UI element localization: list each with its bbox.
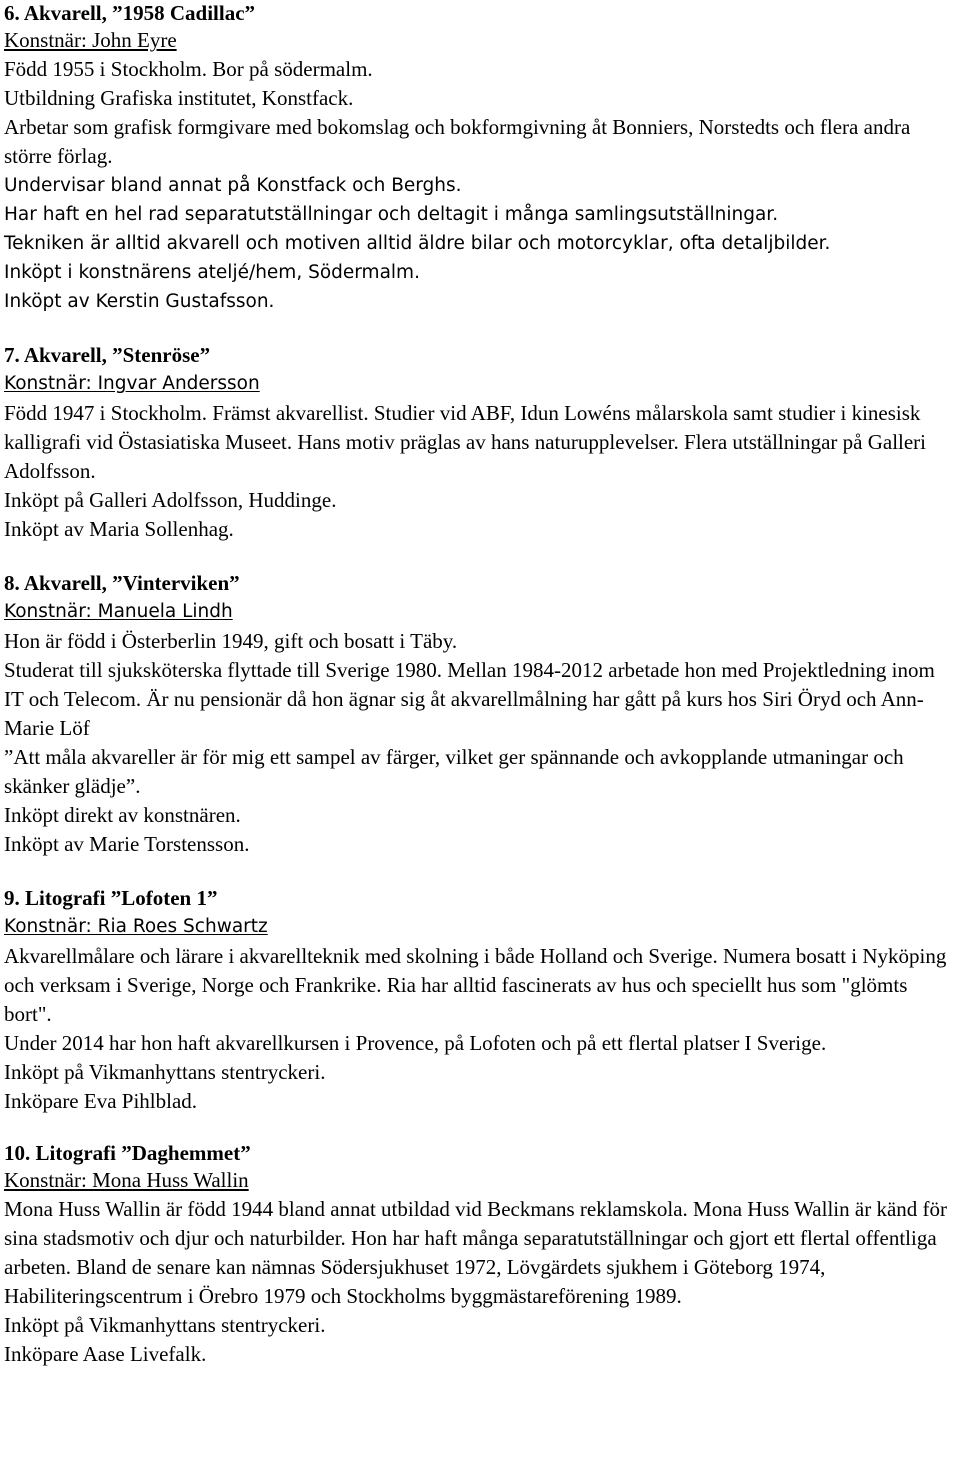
artwork-entry-8 — [4, 570, 956, 859]
entry-title: 7. Akvarell, ”Stenröse” — [4, 343, 211, 367]
text-line: Inköpare Eva Pihlblad. — [4, 1089, 198, 1113]
text-line: Undervisar bland annat på Konstfack och Berghs. — [4, 175, 462, 196]
artist-name: Konstnär: Manuela Lindh — [4, 601, 233, 622]
artist-name: Konstnär: Ingvar Andersson — [4, 373, 260, 394]
text-line: Inköpt på Galleri Adolfsson, Huddinge. — [4, 488, 337, 512]
text-line: Har haft en hel rad separatutställningar och deltagit i många samlingsutställningar. — [4, 204, 779, 225]
entry-spacer — [4, 1116, 956, 1140]
text-line: Inköpt av Marie Torstensson. — [4, 832, 250, 856]
text-line: Tekniken är alltid akvarell och motiven alltid äldre bilar och motorcyklar, ofta detaljbilder. — [4, 233, 831, 254]
text-paragraph: Studerat till sjuksköterska flyttade till Sverige 1980. Mellan 1984-2012 arbetade hon med Projektledning inom IT och Telecom. Är nu pensionär då hon ägnar sig åt akvarellmålning har gått på kurs hos Siri Öryd och Ann-Marie Löf — [4, 658, 935, 740]
entry-spacer — [4, 316, 956, 342]
entry-title: 6. Akvarell, ”1958 Cadillac” — [4, 1, 256, 25]
text-paragraph: Under 2014 har hon haft akvarellkursen i Provence, på Lofoten och på ett flertal platser I Sverige. — [4, 1031, 827, 1055]
entry-title: 8. Akvarell, ”Vinterviken” — [4, 571, 240, 595]
entry-spacer — [4, 544, 956, 570]
artwork-entry-10 — [4, 1140, 956, 1369]
text-paragraph: Akvarellmålare och lärare i akvarellteknik med skolning i både Holland och Sverige. Numera bosatt i Nyköping och verksam i Sverige, Norge och Frankrike. Ria har alltid fascinerats av hus och speciellt hus som "glömts bort". — [4, 944, 947, 1026]
text-line: Inköpt i konstnärens ateljé/hem, Södermalm. — [4, 262, 420, 283]
document-page — [4, 0, 956, 1369]
text-line: Arbetar som grafisk formgivare med bokomslag och bokformgivning åt Bonniers, Norstedts och flera andra större förlag. — [4, 115, 911, 168]
text-paragraph: Mona Huss Wallin är född 1944 bland annat utbildad vid Beckmans reklamskola. Mona Huss Wallin är känd för sina stadsmotiv och djur och naturbilder. Hon har haft många separatutställningar och gjort ett flertal offentliga arbeten. Bland de senare kan nämnas Södersjukhuset 1972, Lövgärdets sjukhem i Göteborg 1974, Habiliteringscentrum i Örebro 1979 och Stockholms byggmästareförening 1989. — [4, 1197, 948, 1308]
text-line: Inköpt direkt av konstnären. — [4, 803, 241, 827]
text-line: Inköpare Aase Livefalk. — [4, 1342, 207, 1366]
artwork-entry-9 — [4, 885, 956, 1116]
text-line: Utbildning Grafiska institutet, Konstfack. — [4, 86, 354, 110]
artist-name: Konstnär: Mona Huss Wallin — [4, 1168, 249, 1192]
artist-name: Konstnär: Ria Roes Schwartz — [4, 916, 268, 937]
artist-name: Konstnär: John Eyre — [4, 28, 177, 52]
text-line: Hon är född i Österberlin 1949, gift och bosatt i Täby. — [4, 629, 458, 653]
entry-spacer — [4, 859, 956, 885]
quote-paragraph: ”Att måla akvareller är för mig ett sampel av färger, vilket ger spännande och avkopplande utmaningar och skänker glädje”. — [4, 745, 904, 798]
artwork-entry-7 — [4, 342, 956, 544]
artwork-entry-6 — [4, 0, 956, 316]
entry-title: 9. Litografi ”Lofoten 1” — [4, 886, 218, 910]
text-line: Inköpt på Vikmanhyttans stentryckeri. — [4, 1060, 326, 1084]
text-line: Inköpt av Kerstin Gustafsson. — [4, 291, 275, 312]
entry-title: 10. Litografi ”Daghemmet” — [4, 1141, 251, 1165]
text-paragraph: Född 1947 i Stockholm. Främst akvarellist. Studier vid ABF, Idun Lowéns målarskola samt studier i kinesisk kalligrafi vid Östasiatiska Museet. Hans motiv präglas av hans naturupplevelser. Flera utställningar på Galleri Adolfsson. — [4, 401, 927, 483]
text-line: Född 1955 i Stockholm. Bor på södermalm. — [4, 57, 373, 81]
text-line: Inköpt av Maria Sollenhag. — [4, 517, 234, 541]
text-line: Inköpt på Vikmanhyttans stentryckeri. — [4, 1313, 326, 1337]
